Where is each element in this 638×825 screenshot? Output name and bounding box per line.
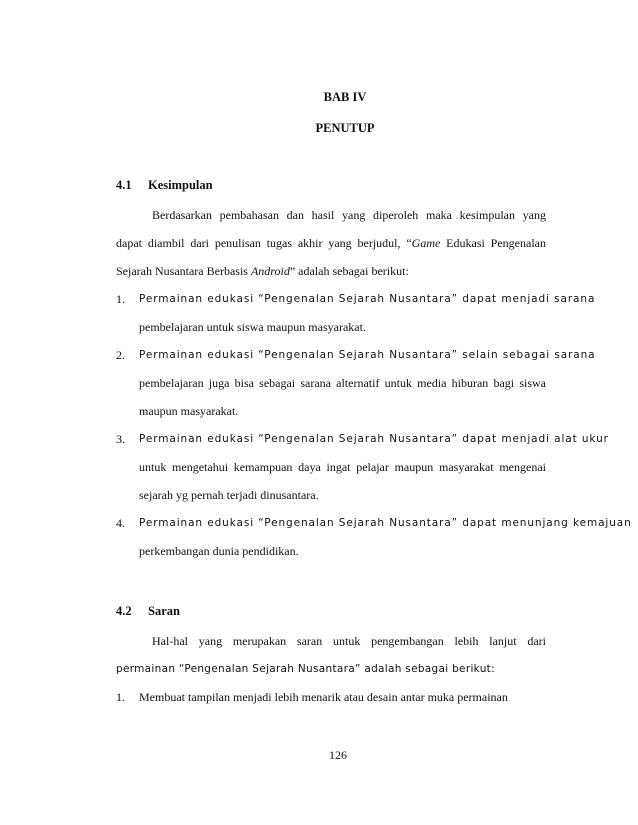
list-item-number: 2.	[116, 348, 125, 362]
paragraph-line: Hal-hal yang merupakan saran untuk pengembangan lebih lanjut dari	[152, 634, 546, 648]
chapter-title: PENUTUP	[315, 121, 375, 135]
list-item-line: Permainan edukasi “Pengenalan Sejarah Nusantara” dapat menjadi sarana	[139, 293, 596, 305]
list-item-line: Permainan edukasi “Pengenalan Sejarah Nusantara” dapat menjadi alat ukur	[139, 433, 609, 445]
paragraph-line: dapat diambil dari penulisan tugas akhir yang berjudul, “Game Edukasi Pengenalan	[116, 236, 546, 250]
list-item-line: pembelajaran untuk siswa maupun masyarakat.	[139, 320, 366, 334]
page-number: 126	[329, 748, 347, 762]
paragraph-line: Sejarah Nusantara Berbasis Android” adalah sebagai berikut:	[116, 264, 409, 278]
list-item-line: maupun masyarakat.	[139, 404, 239, 418]
list-item-line: Permainan edukasi “Pengenalan Sejarah Nusantara” selain sebagai sarana	[139, 349, 596, 361]
list-item-number: 4.	[116, 516, 125, 530]
section-title: Saran	[148, 604, 180, 618]
italic-term: Android	[250, 264, 290, 278]
list-item-number: 3.	[116, 432, 125, 446]
list-item-line: Permainan edukasi “Pengenalan Sejarah Nusantara” dapat menunjang kemajuan	[139, 517, 632, 529]
list-item-number: 1.	[116, 292, 125, 306]
section-number: 4.2	[116, 604, 132, 618]
section-heading-saran	[116, 604, 180, 619]
list-item-line: Membuat tampilan menjadi lebih menarik atau desain antar muka permainan	[139, 690, 508, 704]
section-heading-kesimpulan	[116, 178, 213, 193]
chapter-number: BAB IV	[323, 90, 367, 104]
list-item-number: 1.	[116, 690, 125, 704]
section-title: Kesimpulan	[148, 178, 213, 192]
list-item-line: sejarah yg pernah terjadi dinusantara.	[139, 488, 319, 502]
list-item-line: perkembangan dunia pendidikan.	[139, 544, 299, 558]
list-item-line: pembelajaran juga bisa sebagai sarana alternatif untuk media hiburan bagi siswa	[139, 376, 546, 390]
list-item-line: untuk mengetahui kemampuan daya ingat pelajar maupun masyarakat mengenai	[139, 460, 546, 474]
italic-term: Game	[411, 236, 441, 250]
paragraph-line: permainan “Pengenalan Sejarah Nusantara” adalah sebagai berikut:	[116, 663, 495, 675]
paragraph-line: Berdasarkan pembahasan dan hasil yang diperoleh maka kesimpulan yang	[152, 208, 546, 222]
section-number: 4.1	[116, 178, 132, 192]
